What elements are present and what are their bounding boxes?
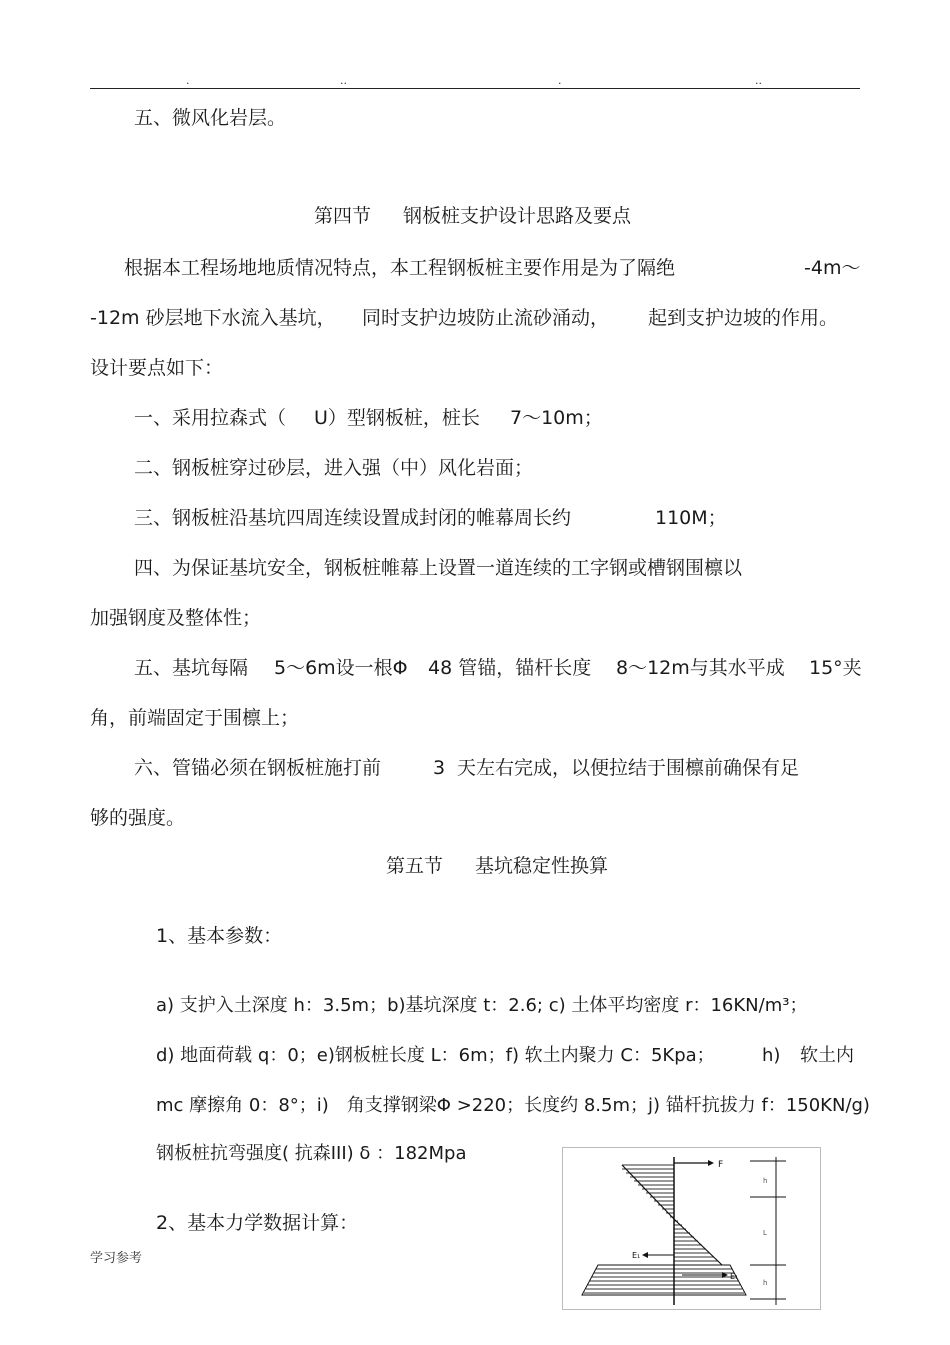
list-item: 5～6m设一根Φ	[274, 657, 408, 679]
subsection-heading: 2、基本力学数据计算：	[156, 1212, 359, 1234]
paragraph-line: 同时支护边坡防止流砂涌动，	[362, 307, 610, 329]
list-item: 六、管锚必须在钢板桩施打前	[134, 757, 382, 779]
list-item: 48 管锚，锚杆长度	[428, 657, 592, 679]
list-item: U）型钢板桩，桩长	[314, 407, 480, 429]
force-label-f: F	[718, 1160, 724, 1170]
paragraph-line: 根据本工程场地地质情况特点，本工程钢板桩主要作用是为了隔绝	[124, 257, 676, 279]
parameter-line: a) 支护入土深度 h：3.5m；b)基坑深度 t：2.6; c) 土体平均密度 r：16KN/m³；	[156, 995, 808, 1016]
list-item: 3	[433, 757, 446, 779]
earth-pressure-diagram	[562, 1147, 822, 1310]
list-item: 够的强度。	[90, 807, 186, 829]
section-heading-number: 第五节	[386, 855, 444, 877]
paragraph-line: -12m 砂层地下水流入基坑，	[90, 307, 336, 329]
parameter-line: 钢板桩抗弯强度( 抗森III) δ ：182Mpa	[156, 1143, 467, 1164]
header-dot: ..	[755, 74, 762, 87]
section-heading-title: 钢板桩支护设计思路及要点	[403, 205, 632, 227]
header-dot: .	[558, 74, 562, 87]
list-item: 五、基坑每隔	[134, 657, 249, 679]
parameter-line: h)	[762, 1045, 781, 1066]
list-item: 角，前端固定于围檩上；	[90, 707, 300, 729]
list-item: 110M；	[655, 507, 727, 529]
force-label-e2: E₁	[730, 1272, 739, 1281]
list-item: 加强钢度及整体性；	[90, 607, 262, 629]
list-item: 一、采用拉森式（	[134, 407, 287, 429]
paragraph-line: 起到支护边坡的作用。	[648, 307, 839, 329]
parameter-line: mc 摩擦角 0：8°；i) 角支撑钢梁Φ >220；长度约 8.5m；j) 锚杆抗拔力 f：150KN/g)	[156, 1095, 870, 1116]
parameter-line: 软土内	[800, 1045, 854, 1066]
header-dot: .	[186, 74, 190, 87]
paragraph-line: -4m～	[804, 257, 861, 279]
force-label-e1: E₁	[632, 1251, 641, 1260]
footer-label: 学习参考	[90, 1251, 143, 1266]
section-heading-number: 第四节	[314, 205, 372, 227]
list-item: 15°夹	[809, 657, 862, 679]
list-item: 二、钢板桩穿过砂层，进入强（中）风化岩面；	[134, 457, 534, 479]
dimension-label: h	[763, 1279, 768, 1287]
list-item: 7～10m；	[510, 407, 603, 429]
header-rule	[90, 88, 860, 89]
dimension-label: L	[763, 1229, 767, 1237]
dimension-label: h	[763, 1177, 768, 1185]
header-dot: ..	[340, 74, 347, 87]
list-item: 三、钢板桩沿基坑四周连续设置成封闭的帷幕周长约	[134, 507, 572, 529]
list-item: 8～12m与其水平成	[616, 657, 785, 679]
list-item: 四、为保证基坑安全，钢板桩帷幕上设置一道连续的工字钢或槽钢围檩以	[134, 557, 743, 579]
subsection-heading: 1、基本参数：	[156, 925, 283, 947]
parameter-line: d) 地面荷载 q：0；e)钢板桩长度 L：6m；f) 软土内聚力 C：5Kpa；	[156, 1045, 715, 1066]
paragraph-line: 设计要点如下：	[90, 357, 224, 379]
section-heading-title: 基坑稳定性换算	[475, 855, 609, 877]
paragraph-line: 五、微风化岩层。	[134, 107, 287, 129]
list-item: 天左右完成，以便拉结于围檩前确保有足	[457, 757, 800, 779]
